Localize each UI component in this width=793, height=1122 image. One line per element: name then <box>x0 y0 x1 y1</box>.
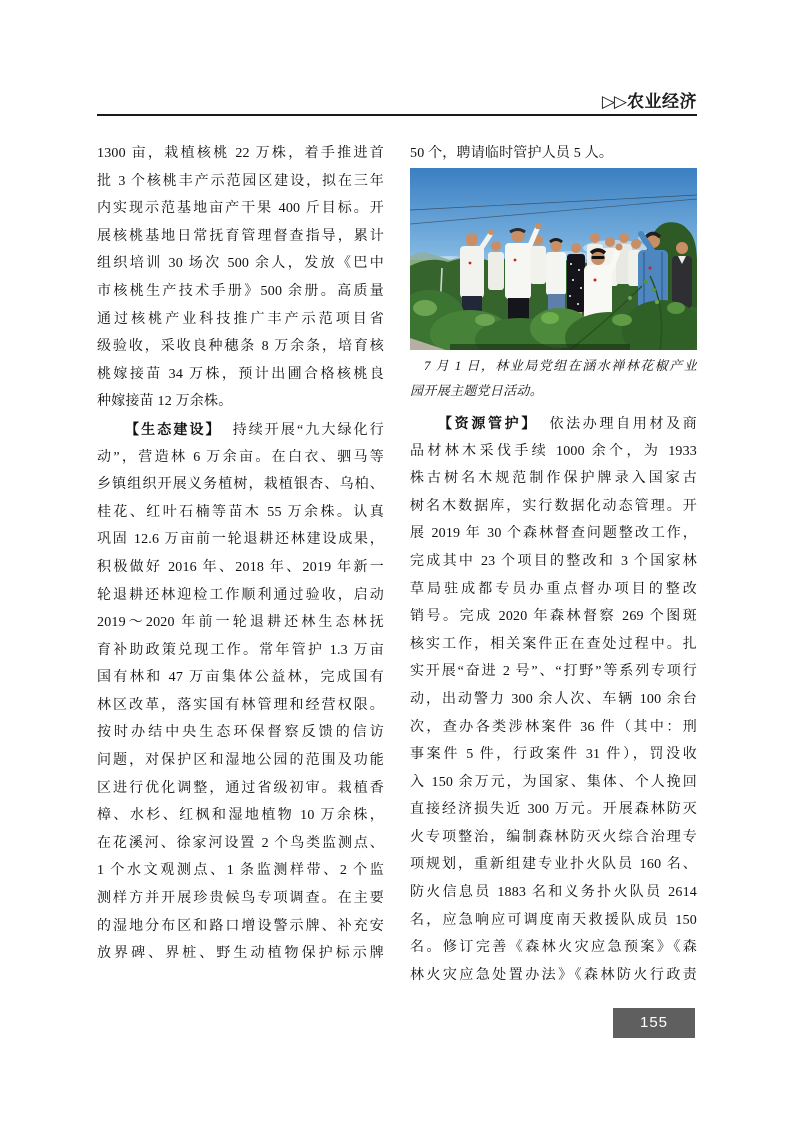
party-activity-photo <box>410 168 697 350</box>
header-rule <box>97 114 697 116</box>
text-line: 火专项整治，编制森林防灭火综合治理专 <box>410 829 697 845</box>
text-line: 销号。完成 2020 年森林督察 269 个图斑 <box>410 609 697 625</box>
text-line: 动，出动警力 300 余人次、车辆 100 余台 <box>410 691 697 707</box>
text-line: 株古树名木规范制作保护牌录入国家古 <box>410 471 697 487</box>
text-line: 内实现示范基地亩产干果 400 斤目标。开 <box>97 201 384 217</box>
text-line: 核实工作，相关案件正在查处过程中。扎 <box>410 636 697 652</box>
text-line: 市核桃生产技术手册》500 余册。高质量 <box>97 283 384 299</box>
text-line: 育补助政策兑现工作。常年管护 1.3 万亩 <box>97 642 384 658</box>
page-number-badge: 155 <box>613 1008 695 1038</box>
text-line: 2019～2020 年前一轮退耕还林生态林抚 <box>97 615 384 631</box>
text-line: 事案件 5 件，行政案件 31 件），罚没收 <box>410 747 697 763</box>
text-line: 级验收，采收良种穗条 8 万余条，培育核 <box>97 339 384 355</box>
text-line: 动”，营造林 6 万余亩。在白衣、驷马等 <box>97 449 384 465</box>
text-line: 按时办结中央生态环保督察反馈的信访 <box>97 725 384 741</box>
text-line: 防火信息员 1883 名和义务扑火队员 2614 <box>410 885 697 901</box>
triangle-marker-icon: ▷▷ <box>601 92 626 111</box>
paragraph-resource-first-line <box>410 410 697 438</box>
text-line: 种嫁接苗 12 万余株。 <box>97 394 233 410</box>
text-line: 项规划，重新组建专业扑火队员 160 名、 <box>410 857 697 873</box>
paragraph-resource <box>410 438 697 990</box>
text-line: 巩固 12.6 万亩前一轮退耕还林建设成果， <box>97 532 384 548</box>
text-line: 实开展“奋进 2 号”、“打野”等系列专项行 <box>410 664 697 680</box>
text-line: 樟、水杉、红枫和湿地植物 10 万余株， <box>97 808 384 824</box>
text-line: 问题，对保护区和湿地公园的范围及功能 <box>97 753 384 769</box>
text-line: 1300 亩，栽植核桃 22 万株，着手推进首 <box>97 146 384 161</box>
photo-caption <box>410 353 697 403</box>
text-line: 乡镇组织开展义务植树，栽植银杏、乌柏、 <box>97 477 384 493</box>
photo-figure <box>410 168 697 350</box>
text-line: 展核桃基地日常抚育管理督查指导，累计 <box>97 228 384 244</box>
entry-first-text: 依法办理自用材及商 <box>547 416 697 432</box>
text-line: 通过核桃产业科技推广丰产示范项目省 <box>97 311 384 327</box>
text-line: 桃嫁接苗 34 万株，预计出圃合格核桃良 <box>97 366 384 382</box>
text-line: 林区改革，落实国有林管理和经营权限。 <box>97 697 384 713</box>
entry-heading: 【生态建设】 <box>125 420 222 437</box>
text-line: 国有林和 47 万亩集体公益林，完成国有 <box>97 670 384 686</box>
text-line: 展 2019 年 30 个森林督查问题整改工作， <box>410 526 697 542</box>
text-line: 名，应急响应可调度南天救援队成员 150 <box>410 912 697 928</box>
paragraph-eco-first-line <box>97 416 384 444</box>
text-line: 树名木数据库，实行数据化动态管理。开 <box>410 498 697 514</box>
text-line: 轮退耕还林迎检工作顺利通过验收，启动 <box>97 587 384 603</box>
text-line: 7 月 1 日，林业局党组在涵水禅林花椒产业 <box>424 357 697 373</box>
right-column <box>410 140 697 989</box>
section-title: 农业经济 <box>627 92 697 111</box>
text-line: 测样方并开展珍贵候鸟专项调查。在主要 <box>97 891 384 907</box>
page-header <box>97 92 697 112</box>
text-line: 批 3 个核桃丰产示范园区建设，拟在三年 <box>97 173 384 189</box>
text-line: 品材林木采伐手续 1000 余个，为 1933 <box>410 443 697 459</box>
left-column <box>97 140 384 968</box>
text-line: 草局驻成都专员办重点督办项目的整改 <box>410 581 697 597</box>
text-line: 园开展主题党日活动。 <box>410 382 544 398</box>
text-line: 积极做好 2016 年、2018 年、2019 年新一 <box>97 559 384 575</box>
text-line: 直接经济损失近 300 万元。开展森林防灭 <box>410 802 697 818</box>
text-line: 完成其中 23 个项目的整改和 3 个国家林 <box>410 553 697 569</box>
entry-first-text: 持续开展“九大绿化行 <box>230 422 384 438</box>
text-line: 组织培训 30 场次 500 余人，发放《巴中 <box>97 256 384 272</box>
continuation-line: 50 个，聘请临时管护人员 5 人。 <box>410 146 614 161</box>
text-line: 名。修订完善《森林火灾应急预案》《森 <box>410 940 697 956</box>
text-line: 桂花、红叶石楠等苗木 55 万余株。认真 <box>97 504 384 520</box>
text-line: 区进行优化调整，通过省级初审。栽植香 <box>97 780 384 796</box>
text-line: 的湿地分布区和路口增设警示牌、补充安 <box>97 918 384 934</box>
text-line: 1 个水文观测点、1 条监测样带、2 个监 <box>97 863 384 879</box>
paragraph-eco <box>97 444 384 968</box>
text-line: 在花溪河、徐家河设置 2 个鸟类监测点、 <box>97 835 384 851</box>
text-line: 放界碑、界桩、野生动植物保护标示牌 <box>97 946 384 962</box>
entry-heading: 【资源管护】 <box>438 414 538 431</box>
paragraph-walnut <box>97 140 384 416</box>
text-line: 林火灾应急处置办法》《森林防火行政责 <box>410 967 697 983</box>
text-line: 次，查办各类涉林案件 36 件（其中：刑 <box>410 719 697 735</box>
text-line: 入 150 余万元，为国家、集体、个人挽回 <box>410 774 697 790</box>
